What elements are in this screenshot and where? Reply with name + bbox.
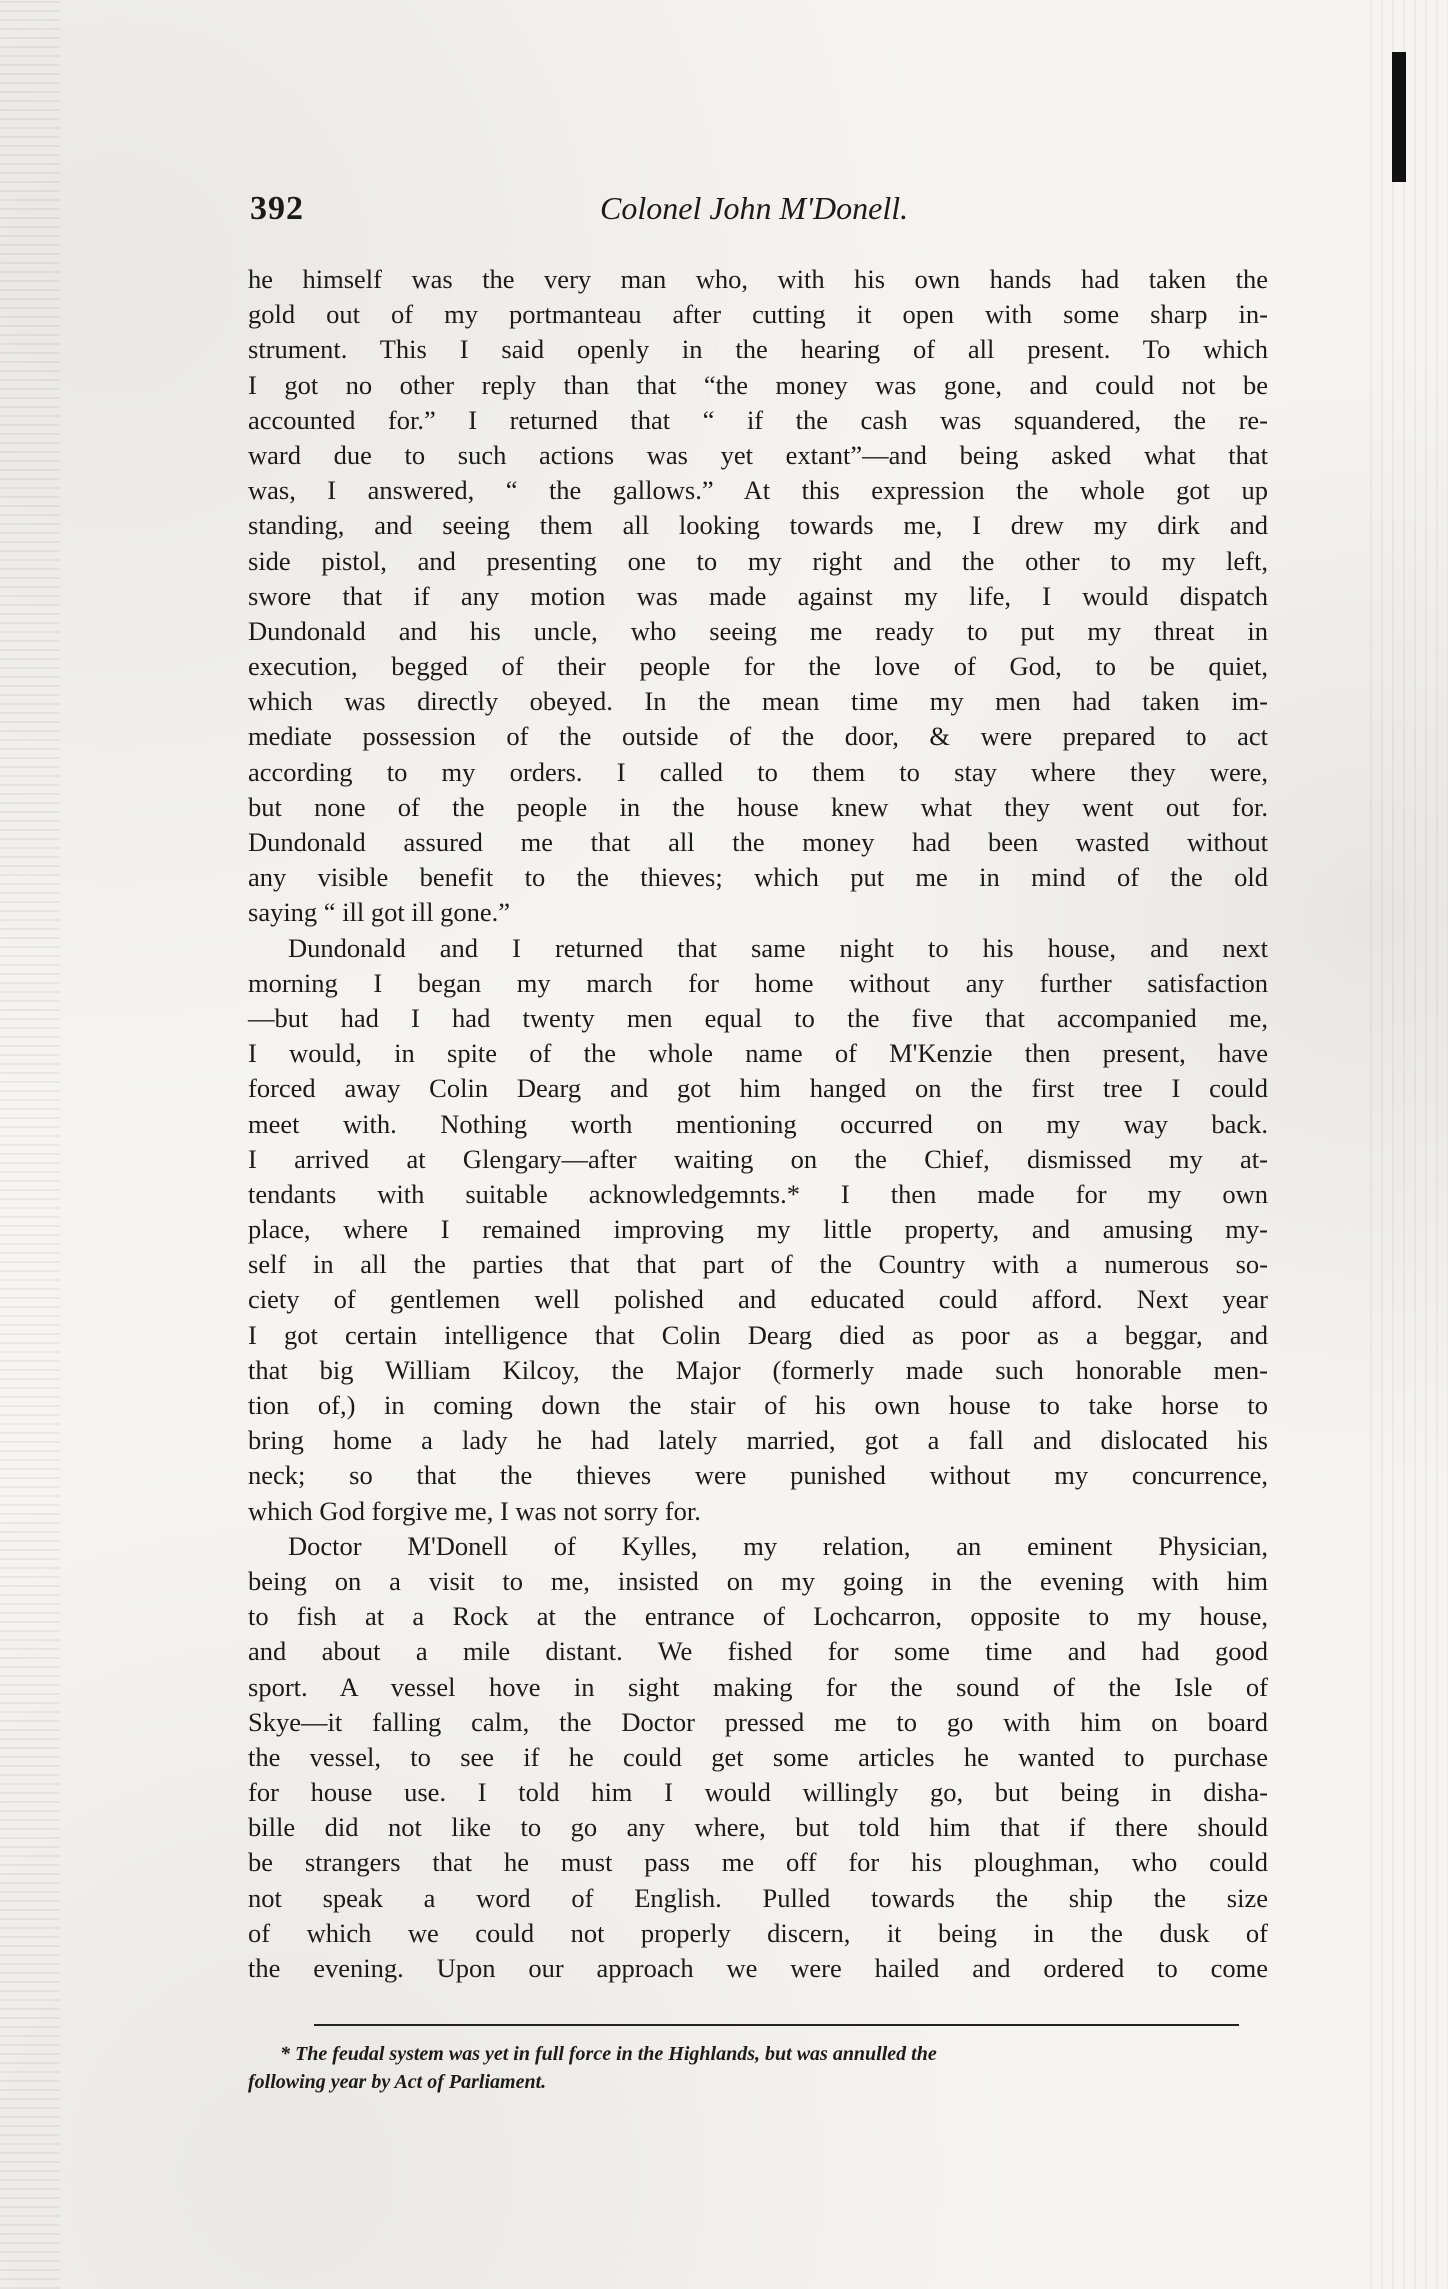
text-line: to fish at a Rock at the entrance of Lochcarron, opposite to my house, bbox=[248, 1601, 1268, 1632]
body-text bbox=[248, 262, 1268, 1986]
text-line: be strangers that he must pass me off for his ploughman, who could bbox=[248, 1847, 1268, 1878]
text-line: side pistol, and presenting one to my right and the other to my left, bbox=[248, 545, 1268, 576]
scan-edge-mark bbox=[1392, 52, 1406, 182]
text-line: Skye—it falling calm, the Doctor pressed me to go with him on board bbox=[248, 1706, 1268, 1737]
text-line: meet with. Nothing worth mentioning occurred on my way back. bbox=[248, 1108, 1268, 1139]
text-line: ward due to such actions was yet extant”—and being asked what that bbox=[248, 439, 1268, 470]
text-line: mediate possession of the outside of the door, & were prepared to act bbox=[248, 721, 1268, 752]
text-line: execution, begged of their people for the love of God, to be quiet, bbox=[248, 651, 1268, 682]
text-line: any visible benefit to the thieves; which put me in mind of the old bbox=[248, 862, 1268, 893]
text-line: strument. This I said openly in the hearing of all present. To which bbox=[248, 334, 1268, 365]
text-line: bring home a lady he had lately married, got a fall and dislocated his bbox=[248, 1425, 1268, 1456]
text-line: swore that if any motion was made against my life, I would dispatch bbox=[248, 580, 1268, 611]
text-line: which was directly obeyed. In the mean time my men had taken im- bbox=[248, 686, 1268, 717]
text-line: being on a visit to me, insisted on my going in the evening with him bbox=[248, 1565, 1268, 1596]
text-line: he himself was the very man who, with his own hands had taken the bbox=[248, 264, 1268, 294]
text-line: tion of,) in coming down the stair of his own house to take horse to bbox=[248, 1390, 1268, 1420]
text-line: Doctor M'Donell of Kylles, my relation, an eminent Physician, bbox=[288, 1530, 1268, 1561]
footnote-rule bbox=[314, 2024, 1239, 2026]
text-line: —but had I had twenty men equal to the five that accompanied me, bbox=[248, 1002, 1268, 1033]
text-line: that big William Kilcoy, the Major (formerly made such honorable men- bbox=[248, 1354, 1268, 1385]
text-line: of which we could not properly discern, it being in the dusk of bbox=[248, 1917, 1268, 1948]
text-line: I got no other reply than that “the money was gone, and could not be bbox=[248, 369, 1268, 400]
text-line: the vessel, to see if he could get some articles he wanted to purchase bbox=[248, 1741, 1268, 1772]
text-line: Dundonald and I returned that same night to his house, and next bbox=[288, 932, 1268, 963]
text-line: I would, in spite of the whole name of M'Kenzie then present, have bbox=[248, 1038, 1268, 1069]
text-line: I arrived at Glengary—after waiting on the Chief, dismissed my at- bbox=[248, 1143, 1268, 1174]
page-number: 392 bbox=[250, 190, 304, 227]
text-line: standing, and seeing them all looking towards me, I drew my dirk and bbox=[248, 510, 1268, 541]
text-line: I got certain intelligence that Colin Dearg died as poor as a beggar, and bbox=[248, 1319, 1268, 1350]
text-line: neck; so that the thieves were punished without my concurrence, bbox=[248, 1460, 1268, 1491]
text-line: not speak a word of English. Pulled towards the ship the size bbox=[248, 1882, 1268, 1913]
text-line: tendants with suitable acknowledgemnts.* I then made for my own bbox=[248, 1178, 1268, 1209]
text-line: forced away Colin Dearg and got him hanged on the first tree I could bbox=[248, 1073, 1268, 1104]
text-line: sport. A vessel hove in sight making for the sound of the Isle of bbox=[248, 1671, 1268, 1702]
text-line: but none of the people in the house knew what they went out for. bbox=[248, 791, 1268, 822]
text-line: which God forgive me, I was not sorry for. bbox=[248, 1495, 701, 1526]
text-line: and about a mile distant. We fished for some time and had good bbox=[248, 1636, 1268, 1667]
footnote bbox=[248, 2040, 1268, 2096]
text-line: ciety of gentlemen well polished and educated could afford. Next year bbox=[248, 1284, 1268, 1315]
running-title: Colonel John M'Donell. bbox=[600, 190, 909, 226]
footnote-line: following year by Act of Parliament. bbox=[248, 2071, 547, 2093]
text-line: the evening. Upon our approach we were hailed and ordered to come bbox=[248, 1953, 1268, 1983]
running-head bbox=[250, 190, 1270, 240]
text-line: was, I answered, “ the gallows.” At this expression the whole got up bbox=[248, 475, 1268, 506]
text-line: gold out of my portmanteau after cutting it open with some sharp in- bbox=[248, 299, 1268, 330]
scan-noise-right bbox=[1370, 0, 1448, 2289]
text-line: Dundonald assured me that all the money had been wasted without bbox=[248, 827, 1268, 857]
text-line: for house use. I told him I would willingly go, but being in disha- bbox=[248, 1777, 1268, 1808]
scan-noise-left bbox=[0, 0, 60, 2289]
text-line: according to my orders. I called to them to stay where they were, bbox=[248, 756, 1268, 787]
footnote-line: * The feudal system was yet in full force in the Highlands, but was annulled the bbox=[280, 2043, 937, 2065]
text-line: self in all the parties that that part of the Country with a numerous so- bbox=[248, 1249, 1268, 1280]
text-line: Dundonald and his uncle, who seeing me ready to put my threat in bbox=[248, 615, 1268, 646]
text-line: morning I began my march for home without any further satisfaction bbox=[248, 967, 1268, 998]
text-line: accounted for.” I returned that “ if the cash was squandered, the re- bbox=[248, 404, 1268, 435]
text-line: bille did not like to go any where, but told him that if there should bbox=[248, 1812, 1268, 1843]
text-line: saying “ ill got ill gone.” bbox=[248, 897, 511, 928]
text-line: place, where I remained improving my little property, and amusing my- bbox=[248, 1214, 1268, 1245]
